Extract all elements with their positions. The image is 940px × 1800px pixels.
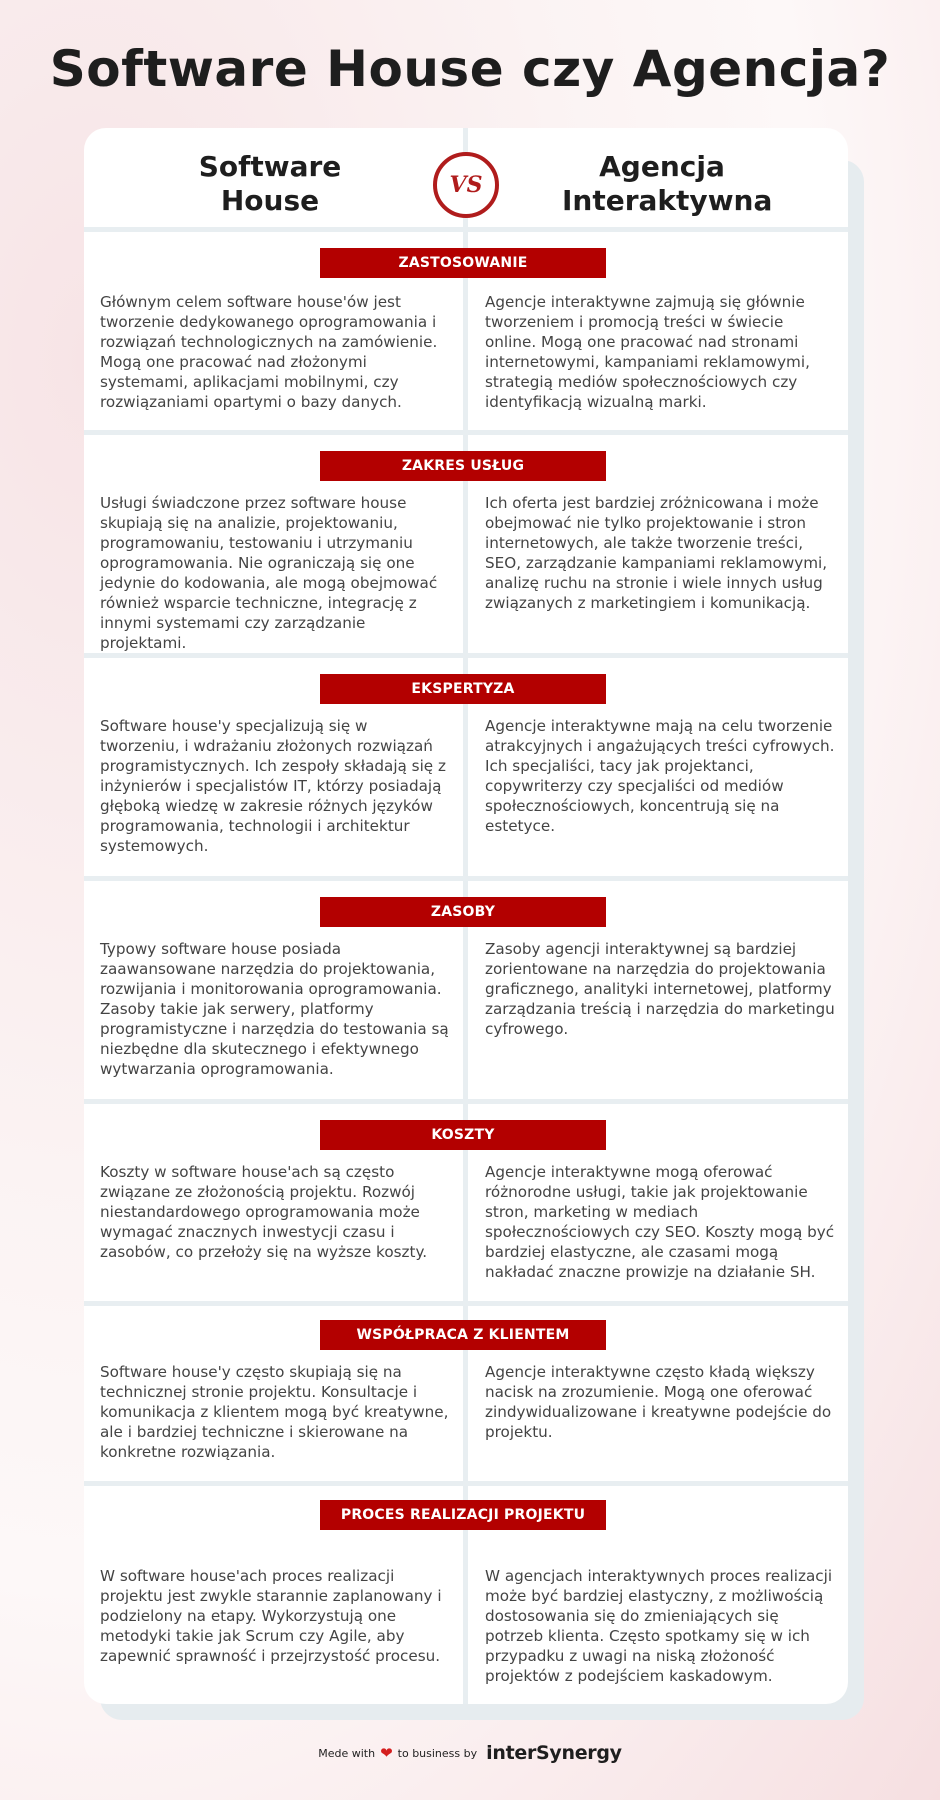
section-text-right: Agencje interaktywne często kładą większy nacisk na zrozumienie. Mogą one oferować zindywidualizowane i kreatywne podejście do projektu. — [485, 1363, 832, 1441]
section-label: ZASTOSOWANIE — [320, 248, 606, 278]
page-title: Software House czy Agencja? — [49, 40, 891, 98]
section-ekspertyza — [84, 658, 848, 881]
section-label: ZASOBY — [320, 897, 606, 927]
footer-made-with: Mede with — [318, 1746, 376, 1760]
section-label: KOSZTY — [320, 1120, 606, 1150]
section-proces-realizacji — [84, 1486, 848, 1704]
section-label: EKSPERTYZA — [320, 674, 606, 704]
header-software-house — [84, 150, 466, 218]
section-text-right: Agencje interaktywne mogą oferować różnorodne usługi, takie jak projektowanie stron, marketing w mediach społecznościowych czy SEO. Koszty mogą być bardziej elastyczne, ale czasami mogą nakładać znaczne prowizje na działanie SH. — [485, 1163, 835, 1281]
heart-icon: ❤ — [380, 1743, 393, 1762]
section-label: WSPÓŁPRACA Z KLIENTEM — [320, 1320, 606, 1350]
section-text-right: Agencje interaktywne mają na celu tworzenie atrakcyjnych i angażujących treści cyfrowych. Ich specjaliści, tacy jak projektanci, copywriterzy czy specjaliści od mediów społecznościowych, koncentrują się na estetyce. — [485, 717, 835, 835]
section-wspolpraca — [84, 1306, 848, 1486]
section-text-left: W software house'ach proces realizacji projektu jest zwykle starannie zaplanowany i podzielony na etapy. Wykorzystują one metodyki takie jak Scrum czy Agile, aby zapewnić sprawność i przejrzystość procesu. — [100, 1567, 442, 1665]
section-zastosowanie — [84, 232, 848, 435]
section-zakres-uslug — [84, 435, 848, 658]
section-koszty — [84, 1104, 848, 1306]
section-text-left: Typowy software house posiada zaawansowane narzędzia do projektowania, rozwijania i monitorowania oprogramowania. Zasoby takie jak serwery, platformy programistyczne i narzędzia do testowania są niezbędne dla skutecznego i efektywnego wytwarzania oprogramowania. — [100, 940, 449, 1078]
vs-badge: VS — [433, 152, 499, 218]
section-label: PROCES REALIZACJI PROJEKTU — [320, 1500, 606, 1530]
section-text-right: Zasoby agencji interaktywnej są bardziej zorientowane na narzędzia do projektowania graficznego, analityki internetowej, platformy zarządzania treścią i narzędzia do marketingu cyfrowego. — [485, 940, 835, 1038]
brand-logo: interSynergy — [486, 1742, 622, 1764]
section-zasoby — [84, 881, 848, 1104]
header-row — [84, 128, 848, 232]
section-text-right: W agencjach interaktywnych proces realizacji może być bardziej elastyczny, z możliwością dostosowania się do zmieniających się potrzeb klienta. Często spotkamy się w ich przypadku z uwagi na niską złożoność projektów z podejściem kaskadowym. — [485, 1567, 833, 1685]
section-text-right: Agencje interaktywne zajmują się głównie tworzeniem i promocją treści w świecie online. Mogą one pracować nad stronami internetowymi, kampaniami reklamowymi, strategią mediów społecznościowych czy identyfikacją wizualną marki. — [485, 293, 810, 411]
comparison-card — [84, 128, 848, 1704]
section-text-left: Głównym celem software house'ów jest tworzenie dedykowanego oprogramowania i rozwiązań technologicznych na zamówienie. Mogą one pracować nad złożonymi systemami, aplikacjami mobilnymi, czy rozwiązaniami opartymi o bazy danych. — [100, 293, 438, 411]
section-text-left: Software house'y specjalizują się w tworzeniu, i wdrażaniu złożonych rozwiązań programistycznych. Ich zespoły składają się z inżynierów i specjalistów IT, którzy posiadają głęboką wiedzę w zakresie różnych języków programowania, technologii i architektur systemowych. — [100, 717, 446, 855]
header-agencja-label: Agencja Interaktywna — [562, 150, 773, 217]
section-text-left: Software house'y często skupiają się na technicznej stronie projektu. Konsultacje i komunikacja z klientem mogą być kreatywne, ale i bardziej techniczne i skierowane na konkretne rozwiązania. — [100, 1363, 449, 1461]
section-label: ZAKRES USŁUG — [320, 451, 606, 481]
footer — [0, 1742, 940, 1764]
header-agencja — [466, 150, 848, 218]
header-software-house-label: Software House — [198, 150, 342, 217]
section-text-right: Ich oferta jest bardziej zróżnicowana i może obejmować nie tylko projektowanie i stron internetowych, ale także tworzenie treści, SEO, zarządzanie kampaniami reklamowymi, analizę ruchu na stronie i wiele innych usług związanych z marketingiem i komunikacją. — [485, 494, 828, 612]
section-text-left: Koszty w software house'ach są często związane ze złożonością projektu. Rozwój niestandardowego oprogramowania może wymagać znacznych inwestycji czasu i zasobów, co przełoży się na wyższe koszty. — [100, 1163, 428, 1261]
section-text-left: Usługi świadczone przez software house skupiają się na analizie, projektowaniu, programowaniu, testowaniu i utrzymaniu oprogramowania. Nie ograniczają się one jedynie do kodowania, ale mogą obejmować również wsparcie techniczne, integrację z innymi systemami czy zarządzanie projektami. — [100, 494, 438, 652]
footer-to-business: to business by — [397, 1746, 478, 1760]
